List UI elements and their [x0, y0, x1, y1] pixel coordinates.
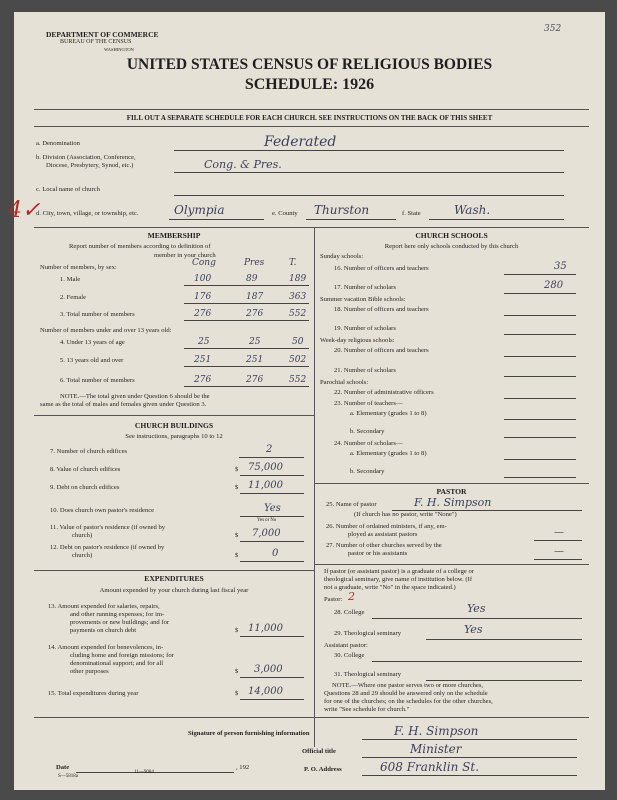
q11-label-2: church) [72, 532, 93, 539]
bureau-city: WASHINGTON [104, 47, 134, 52]
q19-label: 19. Number of scholars [334, 325, 396, 332]
row-line [184, 285, 309, 286]
age-label: Number of members under and over 13 years old: [40, 327, 172, 334]
col-head-cong: Cong [192, 258, 216, 268]
q17-value: 280 [544, 280, 564, 291]
q19-line [504, 334, 576, 335]
total-total: 552 [289, 309, 307, 319]
form-number: S—5818a [58, 774, 78, 779]
official-title-value: Minister [410, 742, 462, 756]
total-cong: 276 [194, 309, 212, 319]
membership-note: NOTE.—The total given under Question 6 should be the [60, 393, 210, 400]
yes-no-hint: Yes or No [257, 518, 277, 523]
q8-label: 8. Value of church edifices [50, 466, 121, 473]
page-number: 352 [544, 24, 562, 34]
q23a-label: a. Elementary (grades 1 to 8) [350, 410, 427, 417]
buildings-title: CHURCH BUILDINGS [134, 421, 214, 430]
row-line [184, 366, 309, 367]
row-line [184, 386, 309, 387]
q14-line [240, 677, 304, 678]
date-line [76, 772, 234, 773]
q16-line [504, 274, 576, 275]
city-label: d. City, town, village, or township, etc. [36, 210, 139, 217]
pastor-sub-label: Pastor: [324, 596, 343, 603]
local-name-line [174, 195, 564, 196]
q30-line [372, 661, 582, 662]
q23b-line [504, 437, 576, 438]
membership-intro-2: member in your church [154, 252, 216, 259]
q24-label: 24. Number of scholars— [334, 440, 403, 447]
q29-line [426, 639, 582, 640]
q26-label: 26. Number of ordained ministers, if any, em- [326, 523, 447, 530]
denomination-value: Federated [264, 134, 337, 150]
q25-note: (If church has no pastor, write "None") [354, 511, 457, 518]
under13-pres: 25 [249, 337, 261, 347]
col-head-total: T. [289, 258, 297, 268]
female-pres: 187 [246, 292, 264, 302]
address-line [362, 775, 577, 776]
q22-line [504, 398, 576, 399]
q14-label-4: other purposes [70, 668, 109, 675]
q17-line [504, 293, 576, 294]
weekday-label: Week-day religious schools: [320, 337, 395, 344]
divider [34, 227, 589, 228]
q9-line [240, 493, 304, 494]
page-title: UNITED STATES CENSUS OF RELIGIOUS BODIES [126, 56, 493, 73]
q15-label: 15. Total expenditures during year [48, 690, 139, 697]
address-value: 608 Franklin St. [380, 760, 480, 774]
row-line [184, 303, 309, 304]
sunday-label: Sunday schools: [320, 253, 364, 260]
q12-value: 0 [272, 548, 279, 559]
row-total2-label: 6. Total number of members [60, 377, 135, 384]
q30-label: 30. College [334, 652, 365, 659]
expenditures-sub: Amount expended by your church during last fiscal year [99, 587, 249, 594]
divider [34, 109, 589, 110]
divider [34, 570, 314, 571]
divider [34, 717, 589, 718]
female-cong: 176 [194, 292, 212, 302]
q10-label: 10. Does church own pastor's residence [50, 507, 155, 514]
q11-line [240, 541, 304, 542]
q23b-label: b. Secondary [350, 428, 385, 435]
schools-title: CHURCH SCHOOLS [415, 231, 488, 240]
q31-line [426, 680, 582, 681]
q27-line [534, 559, 582, 560]
q27-label: 27. Number of other churches served by the [326, 542, 442, 549]
signature-line [362, 739, 577, 740]
membership-intro: Report number of members according to definition of [69, 243, 211, 250]
q10-line [240, 516, 304, 517]
state-line [429, 219, 564, 220]
dollar-sign: $ [235, 627, 239, 634]
q14-value: 3,000 [254, 664, 283, 675]
row-over13-label: 5. 13 years old and over [60, 357, 124, 364]
division-value: Cong. & Pres. [204, 158, 282, 171]
pastor-note-3: for one of the churches; on the schedules for the other churches, [324, 698, 493, 705]
male-pres: 89 [246, 274, 258, 284]
male-cong: 100 [194, 274, 212, 284]
buildings-sub: See instructions, paragraphs 10 to 12 [125, 433, 223, 440]
over13-cong: 251 [194, 355, 212, 365]
q11-label: 11. Value of pastor's residence (if owned by [50, 524, 166, 531]
dollar-sign: $ [235, 532, 239, 539]
schools-sub: Report here only schools conducted by this church [384, 243, 519, 250]
city-value: Olympia [174, 203, 225, 217]
by-sex-label: Number of members, by sex: [40, 264, 117, 271]
dollar-sign: $ [235, 668, 239, 675]
row-total-label: 3. Total number of members [60, 311, 135, 318]
q14-label-3: denominational support; and for all [70, 660, 164, 667]
q26-label-2: ployed as assistant pastors [348, 531, 418, 538]
denomination-label: a. Denomination [36, 140, 80, 147]
q27-label-2: pastor or his assistants [348, 550, 408, 557]
total2-pres: 276 [246, 375, 264, 385]
row-under13-label: 4. Under 13 years of age [60, 339, 125, 346]
page-subtitle: SCHEDULE: 1926 [244, 76, 375, 93]
county-line [306, 219, 396, 220]
q28-line [372, 618, 582, 619]
female-total: 363 [289, 292, 307, 302]
q8-value: 75,000 [248, 462, 283, 473]
q13-label: 13. Amount expended for salaries, repairs, [48, 603, 160, 610]
q21-label: 21. Number of scholars [334, 367, 396, 374]
q14-label-2: cluding home and foreign missions; for [70, 652, 174, 659]
q29-value: Yes [464, 623, 483, 636]
q13-label-3: provements or new buildings; and for [70, 619, 170, 626]
pastor-note-2: Questions 28 and 29 should be answered only on the schedule [324, 690, 488, 697]
pastor-note: NOTE.—Where one pastor serves two or more churches, [332, 682, 484, 689]
q20-label: 20. Number of officers and teachers [334, 347, 429, 354]
q26-value: — [554, 527, 564, 538]
q25-value: F. H. Simpson [414, 496, 492, 509]
parochial-label: Parochial schools: [320, 379, 369, 386]
q10-value: Yes [264, 503, 281, 514]
q24b-label: b. Secondary [350, 468, 385, 475]
q7-value: 2 [266, 444, 273, 455]
q13-label-2: and other running expenses; for im- [70, 611, 165, 618]
local-name-label: c. Local name of church [36, 186, 100, 193]
county-label: e. County [272, 210, 298, 217]
q24b-line [504, 477, 576, 478]
print-number: 11—9084 [134, 770, 154, 775]
date-year: , 192 [236, 764, 250, 771]
vacation-label: Summer vacation Bible schools: [320, 296, 406, 303]
grad-instruction: If pastor (or assistant pastor) is a graduate of a college or [324, 568, 474, 575]
over13-pres: 251 [246, 355, 264, 365]
q18-label: 18. Number of officers and teachers [334, 306, 429, 313]
q17-label: 17. Number of scholars [334, 284, 396, 291]
city-line [169, 219, 264, 220]
division-label: b. Division (Association, Conference, [36, 154, 136, 161]
q22-label: 22. Number of administrative officers [334, 389, 434, 396]
q24a-line [504, 459, 576, 460]
grad-instruction-3: not a graduate, write "No" in the space indicated.) [324, 584, 456, 591]
q12-label: 12. Debt on pastor's residence (if owned by [50, 544, 165, 551]
col-head-pres: Pres [244, 258, 265, 268]
q9-label: 9. Debt on church edifices [50, 484, 120, 491]
signature-value: F. H. Simpson [394, 724, 479, 738]
official-title-label: Official title [302, 748, 336, 755]
state-label: f. State [402, 210, 421, 217]
expenditures-title: EXPENDITURES [144, 574, 204, 583]
q11-value: 7,000 [252, 528, 281, 539]
q12-label-2: church) [72, 552, 93, 559]
q15-line [240, 699, 304, 700]
division-line [174, 172, 564, 173]
q31-label: 31. Theological seminary [334, 671, 402, 678]
q28-label: 28. College [334, 609, 365, 616]
census-schedule-sheet [8, 12, 605, 790]
q13-value: 11,000 [248, 623, 283, 634]
row-line [184, 320, 309, 321]
q23a-line [504, 419, 576, 420]
state-value: Wash. [454, 203, 491, 217]
total2-total: 552 [289, 375, 307, 385]
membership-title: MEMBERSHIP [147, 231, 201, 240]
department-name: DEPARTMENT OF COMMERCE [46, 30, 159, 39]
q23-label: 23. Number of teachers— [334, 400, 403, 407]
divider [314, 483, 589, 484]
q26-line [534, 540, 582, 541]
q12-line [240, 561, 304, 562]
total2-cong: 276 [194, 375, 212, 385]
q24a-label: a. Elementary (grades 1 to 8) [350, 450, 427, 457]
q9-value: 11,000 [248, 480, 283, 491]
official-title-line [362, 757, 577, 758]
q7-line [239, 457, 304, 458]
dollar-sign: $ [235, 466, 239, 473]
instruction-line: FILL OUT A SEPARATE SCHEDULE FOR EACH CHURCH. SEE INSTRUCTIONS ON THE BACK OF THIS SHEET [126, 114, 493, 122]
pastor-note-4: write "See schedule for church." [324, 706, 410, 713]
divider [314, 564, 589, 565]
q16-value: 35 [554, 261, 567, 272]
row-female-label: 2. Female [60, 294, 87, 301]
q25-label: 25. Name of pastor [326, 501, 377, 508]
over13-total: 502 [289, 355, 307, 365]
assistant-pastor-label: Assistant pastor: [324, 642, 368, 649]
q27-value: — [554, 546, 564, 557]
bureau-name: BUREAU OF THE CENSUS [60, 39, 132, 45]
divider [34, 126, 589, 127]
q16-label: 16. Number of officers and teachers [334, 265, 429, 272]
pastor-title: PASTOR [436, 487, 467, 496]
denomination-line [174, 150, 564, 151]
county-value: Thurston [314, 203, 370, 217]
q18-line [504, 315, 576, 316]
date-label: Date [56, 764, 70, 771]
address-label: P. O. Address [304, 766, 342, 773]
dollar-sign: $ [235, 484, 239, 491]
q20-line [504, 356, 576, 357]
q14-label: 14. Amount expended for benevolences, in- [48, 644, 164, 651]
division-label-2: Diocese, Presbytery, Synod, etc.) [46, 162, 134, 169]
total-pres: 276 [246, 309, 264, 319]
q21-line [504, 376, 576, 377]
divider [34, 415, 314, 416]
margin-mark: 4✓ [8, 198, 41, 223]
q15-value: 14,000 [248, 686, 283, 697]
under13-total: 50 [292, 337, 304, 347]
row-male-label: 1. Male [60, 276, 81, 283]
male-total: 189 [289, 274, 307, 284]
q13-label-4: payments on church debt [70, 627, 137, 634]
row-line [184, 348, 309, 349]
dollar-sign: $ [235, 552, 239, 559]
under13-cong: 25 [198, 337, 210, 347]
q29-label: 29. Theological seminary [334, 630, 402, 637]
q28-value: Yes [467, 602, 486, 615]
dollar-sign: $ [235, 690, 239, 697]
q13-line [240, 636, 304, 637]
grad-instruction-2: theological seminary, give name of institution below. (If [324, 576, 473, 583]
signature-label: Signature of person furnishing information [188, 730, 310, 737]
q8-line [240, 475, 304, 476]
pastor-red-mark: 2 [348, 590, 355, 603]
q7-label: 7. Number of church edifices [50, 448, 128, 455]
membership-note-2: same as the total of males and females given under Question 3. [40, 401, 207, 408]
